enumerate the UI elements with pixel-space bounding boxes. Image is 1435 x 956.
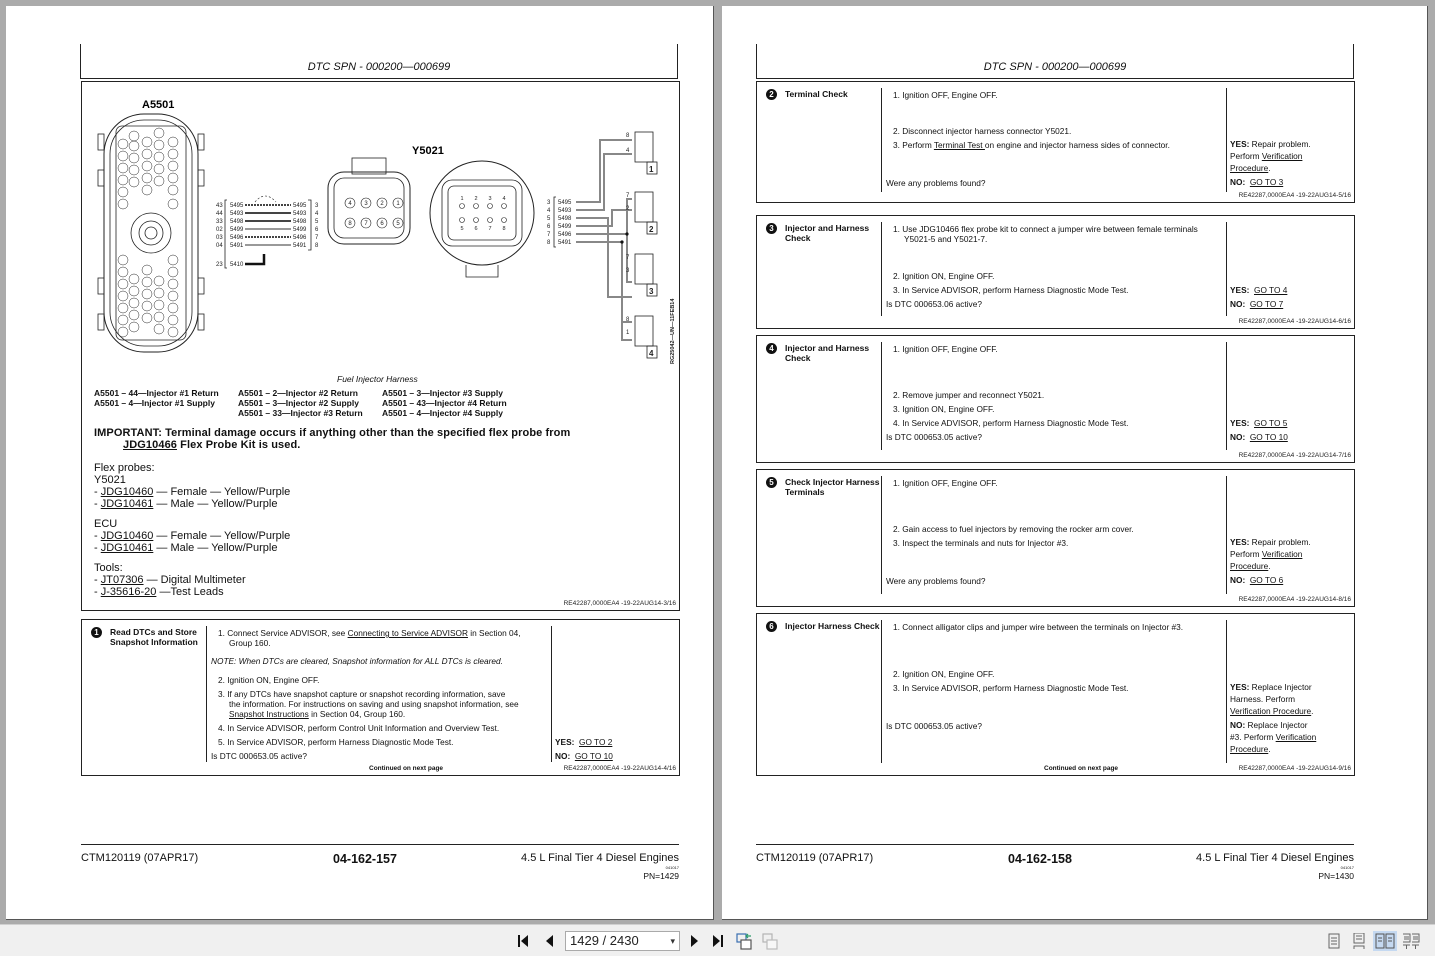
svg-text:6: 6 bbox=[315, 227, 319, 233]
previous-page-icon bbox=[544, 934, 556, 948]
svg-text:3: 3 bbox=[547, 200, 551, 206]
first-page-icon bbox=[516, 934, 532, 948]
verification-procedure-link[interactable]: Verification Procedure bbox=[1230, 706, 1312, 716]
svg-text:7: 7 bbox=[315, 235, 319, 241]
svg-text:6: 6 bbox=[474, 226, 478, 232]
continuous-page-icon bbox=[1352, 933, 1366, 949]
step-title: Injector and Harness Check bbox=[785, 343, 870, 363]
svg-text:5491: 5491 bbox=[293, 243, 307, 249]
svg-text:4: 4 bbox=[348, 201, 352, 207]
navigation-toolbar bbox=[0, 924, 1435, 956]
svg-text:02: 02 bbox=[216, 227, 223, 233]
fuel-injector-harness-diagram bbox=[82, 82, 679, 372]
wiring-diagram-block bbox=[81, 81, 680, 611]
svg-text:4: 4 bbox=[626, 148, 630, 154]
svg-text:8: 8 bbox=[547, 240, 551, 246]
important-notice: IMPORTANT: Terminal damage occurs if anything other than the specified flex probe from JDG10466 Flex Probe Kit is used. bbox=[94, 427, 571, 451]
step-title: Read DTCs and Store Snapshot Information bbox=[110, 627, 198, 647]
svg-text:RG25042—UN—11FEB14: RG25042—UN—11FEB14 bbox=[670, 298, 676, 364]
next-page-button[interactable] bbox=[684, 931, 704, 951]
svg-text:03: 03 bbox=[216, 235, 223, 241]
last-page-button[interactable] bbox=[707, 931, 727, 951]
next-view-button[interactable] bbox=[760, 931, 780, 951]
svg-text:8: 8 bbox=[348, 221, 352, 227]
next-view-icon bbox=[761, 932, 779, 950]
svg-text:A5501: A5501 bbox=[142, 99, 175, 111]
svg-text:8: 8 bbox=[626, 317, 630, 323]
svg-text:5496: 5496 bbox=[293, 235, 307, 241]
no-goto-link[interactable]: GO TO 7 bbox=[1249, 299, 1284, 309]
reference-code: RE42287,0000EA4 -19-22AUG14-3/16 bbox=[563, 600, 676, 607]
svg-text:7: 7 bbox=[488, 226, 492, 232]
svg-text:5: 5 bbox=[315, 219, 319, 225]
svg-text:6: 6 bbox=[547, 224, 551, 230]
svg-text:3: 3 bbox=[488, 196, 492, 202]
svg-text:5498: 5498 bbox=[558, 216, 572, 222]
svg-text:5491: 5491 bbox=[230, 243, 244, 249]
svg-text:8: 8 bbox=[626, 133, 630, 139]
page-footer: CTM120119 (07APR17) 04-162-158 4.5 L Final Tier 4 Diesel Engines 041017 PN=1430 bbox=[756, 844, 1354, 884]
svg-text:04: 04 bbox=[216, 243, 223, 249]
svg-text:5: 5 bbox=[547, 216, 551, 222]
next-page-icon bbox=[688, 934, 700, 948]
facing-pages-icon bbox=[1375, 933, 1395, 949]
step-3-block: 3 Injector and Harness Check 1. Use JDG10466 flex probe kit to connect a jumper wire between female terminals Y5021-5 and Y5021-7. 2. Ignition ON, Engine OFF. 3. In Service ADVISOR, perform Harness Diagnostic Mode Test. Is DTC 000653.06 active? YES: GO TO 4 NO: GO TO 7 RE42287,0000EA4 -19-22AUG14-6/16 bbox=[756, 215, 1355, 329]
svg-text:4: 4 bbox=[315, 211, 319, 217]
svg-text:7: 7 bbox=[626, 193, 630, 199]
svg-text:1: 1 bbox=[460, 196, 464, 202]
svg-text:3: 3 bbox=[649, 287, 654, 296]
step-number-badge: 1 bbox=[91, 627, 102, 638]
step-4-block: 4 Injector and Harness Check 1. Ignition OFF, Engine OFF. 2. Remove jumper and reconnect Y5021. 3. Ignition ON, Engine OFF. 4. In Service ADVISOR, perform Harness Diagnostic Mode Test. Is DTC 000653.05 active? YES: GO TO 5 NO: GO TO 10 RE42287,0000EA4 -19-22AUG14-7/16 bbox=[756, 335, 1355, 463]
step-1-block: 1 Read DTCs and Store Snapshot Information 1. Connect Service ADVISOR, see Connecting to Service ADVISOR in Section 04, Group 160. NOTE: When DTCs are cleared, Snapshot information for ALL DTCs is cleared. 2. Ignition ON, Engine OFF. 3. If any DTCs have snapshot capture or snapshot recording information, save the information. For instructions on saving and using snapshot information, see Snapshot Instructions in Section 04, Group 160. 4. In Service ADVISOR, perform Control Unit Information and Overview Test. 5. In Service ADVISOR, perform Harness Diagnostic Mode Test. Is DTC 000653.05 active? YES: GO TO 2 NO: GO TO 10 Continued on next page RE42287,0000EA4 -19-22AUG14-4/16 bbox=[81, 619, 680, 776]
single-page-view-button[interactable] bbox=[1324, 931, 1344, 951]
svg-text:4: 4 bbox=[502, 196, 506, 202]
svg-text:5495: 5495 bbox=[558, 200, 572, 206]
no-goto-link[interactable]: GO TO 10 bbox=[1249, 432, 1288, 442]
svg-text:5491: 5491 bbox=[558, 240, 572, 246]
probe-link[interactable]: JDG10461 bbox=[100, 542, 154, 554]
svg-text:5493: 5493 bbox=[293, 211, 307, 217]
step-2-block: 2 Terminal Check 1. Ignition OFF, Engine OFF. 2. Disconnect injector harness connector Y5021. 3. Perform Terminal Test on engine and injector harness sides of connector. Were any problems found? YES: Repair problem. Perform Verification Procedure. NO: GO TO 3 RE42287,0000EA4 -19-22AUG14-5/16 bbox=[756, 81, 1355, 203]
svg-text:44: 44 bbox=[216, 211, 223, 217]
svg-text:5499: 5499 bbox=[293, 227, 307, 233]
jdg10466-link[interactable]: JDG10466 bbox=[123, 439, 178, 451]
svg-text:5499: 5499 bbox=[230, 227, 244, 233]
svg-text:8: 8 bbox=[315, 243, 319, 249]
step-question: Is DTC 000653.05 active? bbox=[211, 751, 307, 761]
previous-view-icon bbox=[735, 932, 753, 950]
svg-text:3: 3 bbox=[315, 203, 319, 209]
svg-text:4: 4 bbox=[649, 349, 654, 358]
legend-col-3: A5501 – 3—Injector #3 Supply A5501 – 43—Injector #4 Return A5501 – 4—Injector #4 Supply bbox=[382, 388, 507, 418]
legend-col-2: A5501 – 2—Injector #2 Return A5501 – 3—Injector #2 Supply A5501 – 33—Injector #3 Return bbox=[238, 388, 363, 418]
page-number: 04-162-158 bbox=[1008, 852, 1072, 866]
svg-text:2: 2 bbox=[474, 196, 478, 202]
yes-goto-link[interactable]: GO TO 4 bbox=[1254, 285, 1288, 295]
step-title: Check Injector Harness Terminals bbox=[785, 477, 880, 497]
tool-link[interactable]: J-35616-20 bbox=[100, 586, 157, 598]
svg-text:5496: 5496 bbox=[558, 232, 572, 238]
page-1430 bbox=[722, 6, 1428, 920]
svg-text:7: 7 bbox=[626, 255, 630, 261]
continuous-facing-icon bbox=[1402, 933, 1420, 949]
svg-text:8: 8 bbox=[502, 226, 506, 232]
diagram-caption: Fuel Injector Harness bbox=[337, 374, 418, 384]
header-title: DTC SPN - 000200—000699 bbox=[983, 61, 1127, 73]
verification-procedure-link[interactable]: Verification bbox=[1261, 549, 1303, 559]
svg-text:5493: 5493 bbox=[558, 208, 572, 214]
page-header bbox=[756, 44, 1354, 79]
note-text: NOTE: When DTCs are cleared, Snapshot information for ALL DTCs is cleared. bbox=[211, 656, 503, 666]
svg-text:1: 1 bbox=[649, 165, 654, 174]
continued-note: Continued on next page bbox=[369, 765, 444, 772]
page-footer: CTM120119 (07APR17) 04-162-157 4.5 L Final Tier 4 Diesel Engines 041017 PN=1429 bbox=[81, 844, 679, 884]
svg-text:2: 2 bbox=[649, 225, 654, 234]
no-goto-link[interactable]: GO TO 3 bbox=[1249, 177, 1284, 187]
page-1429 bbox=[6, 6, 714, 920]
svg-text:3: 3 bbox=[364, 201, 368, 207]
svg-text:7: 7 bbox=[547, 232, 551, 238]
previous-page-button[interactable] bbox=[540, 931, 560, 951]
facing-view-button[interactable] bbox=[1373, 931, 1397, 951]
verification-procedure-link[interactable]: Procedure bbox=[1230, 163, 1269, 173]
svg-text:2: 2 bbox=[626, 206, 630, 212]
svg-text:5498: 5498 bbox=[230, 219, 244, 225]
connecting-service-advisor-link[interactable]: Connecting to Service ADVISOR bbox=[347, 628, 468, 638]
step-5-block: 5 Check Injector Harness Terminals 1. Ignition OFF, Engine OFF. 2. Gain access to fuel injectors by removing the rocker arm cover. 3. Inspect the terminals and nuts for Injector #3. Were any problems found? YES: Repair problem. Perform Verification Procedure. NO: GO TO 6 RE42287,0000EA4 -19-22AUG14-8/16 bbox=[756, 469, 1355, 607]
svg-text:7: 7 bbox=[364, 221, 368, 227]
svg-text:5: 5 bbox=[396, 221, 400, 227]
svg-text:5493: 5493 bbox=[230, 211, 244, 217]
page-dropdown-icon[interactable]: ▾ bbox=[670, 936, 675, 946]
continuous-view-button[interactable] bbox=[1349, 931, 1369, 951]
svg-text:5499: 5499 bbox=[558, 224, 572, 230]
svg-text:2: 2 bbox=[380, 201, 384, 207]
svg-text:33: 33 bbox=[216, 219, 223, 225]
svg-text:6: 6 bbox=[380, 221, 384, 227]
probe-link[interactable]: JDG10460 bbox=[100, 530, 154, 542]
svg-text:5498: 5498 bbox=[293, 219, 307, 225]
snapshot-instructions-link[interactable]: Snapshot Instructions bbox=[229, 709, 309, 719]
page-header bbox=[80, 44, 678, 79]
step-6-block: 6 Injector Harness Check 1. Connect alligator clips and jumper wire between the terminals on Injector #3. 2. Ignition ON, Engine OFF. 3. In Service ADVISOR, perform Harness Diagnostic Mode Test. Is DTC 000653.05 active? YES: Replace Injector Harness. Perform Verification Procedure. NO: Replace Injector #3. Perform Verification Procedure. Continued on next page RE42287,0000EA4 -19-22AUG14-9/16 bbox=[756, 613, 1355, 776]
page-number-input[interactable]: 1429 / 2430 ▾ bbox=[565, 931, 680, 951]
svg-text:5496: 5496 bbox=[230, 235, 244, 241]
verification-procedure-link[interactable]: Procedure bbox=[1230, 561, 1269, 571]
continuous-facing-view-button[interactable] bbox=[1401, 931, 1421, 951]
verification-procedure-link[interactable]: Verification bbox=[1261, 151, 1303, 161]
probe-link[interactable]: JDG10460 bbox=[100, 486, 154, 498]
step-title: Terminal Check bbox=[785, 89, 848, 99]
yes-goto-link[interactable]: GO TO 5 bbox=[1254, 418, 1288, 428]
no-goto-link[interactable]: GO TO 10 bbox=[574, 751, 613, 761]
svg-text:5495: 5495 bbox=[230, 203, 244, 209]
svg-text:5495: 5495 bbox=[293, 203, 307, 209]
first-page-button[interactable] bbox=[514, 931, 534, 951]
yes-goto-link[interactable]: GO TO 2 bbox=[579, 737, 613, 747]
legend-col-1: A5501 – 44—Injector #1 Return A5501 – 4—Injector #1 Supply bbox=[94, 388, 219, 408]
verification-procedure-link[interactable]: Verification bbox=[1275, 732, 1317, 742]
svg-text:5410: 5410 bbox=[230, 262, 244, 268]
svg-text:23: 23 bbox=[216, 262, 223, 268]
step-title: Injector Harness Check bbox=[785, 621, 880, 631]
svg-text:1: 1 bbox=[626, 330, 630, 336]
svg-text:5: 5 bbox=[460, 226, 464, 232]
svg-text:4: 4 bbox=[547, 208, 551, 214]
reference-code: RE42287,0000EA4 -19-22AUG14-4/16 bbox=[563, 765, 676, 772]
svg-text:Y5021: Y5021 bbox=[412, 145, 444, 157]
tool-link[interactable]: JT07306 bbox=[100, 574, 144, 586]
last-page-icon bbox=[709, 934, 725, 948]
single-page-icon bbox=[1327, 933, 1341, 949]
verification-procedure-link[interactable]: Procedure bbox=[1230, 744, 1269, 754]
svg-text:43: 43 bbox=[216, 203, 223, 209]
flex-probes-list: Flex probes: Y5021 - JDG10460 — Female — Yellow/Purple - JDG10461 — Male — Yellow/Purple ECU - JDG10460 — Female — Yellow/Purple - JDG10461 — Male — Yellow/Purple Tools: - JT07306 — Digital Multimeter - J-35616-20 —Test Leads bbox=[94, 462, 291, 598]
svg-text:1: 1 bbox=[396, 201, 400, 207]
header-title: DTC SPN - 000200—000699 bbox=[307, 61, 451, 73]
page-number: 04-162-157 bbox=[333, 852, 397, 866]
no-goto-link[interactable]: GO TO 6 bbox=[1249, 575, 1284, 585]
probe-link[interactable]: JDG10461 bbox=[100, 498, 154, 510]
previous-view-button[interactable] bbox=[734, 931, 754, 951]
terminal-test-link[interactable]: Terminal Test bbox=[933, 140, 985, 150]
step-title: Injector and Harness Check bbox=[785, 223, 870, 243]
svg-text:3: 3 bbox=[626, 268, 630, 274]
